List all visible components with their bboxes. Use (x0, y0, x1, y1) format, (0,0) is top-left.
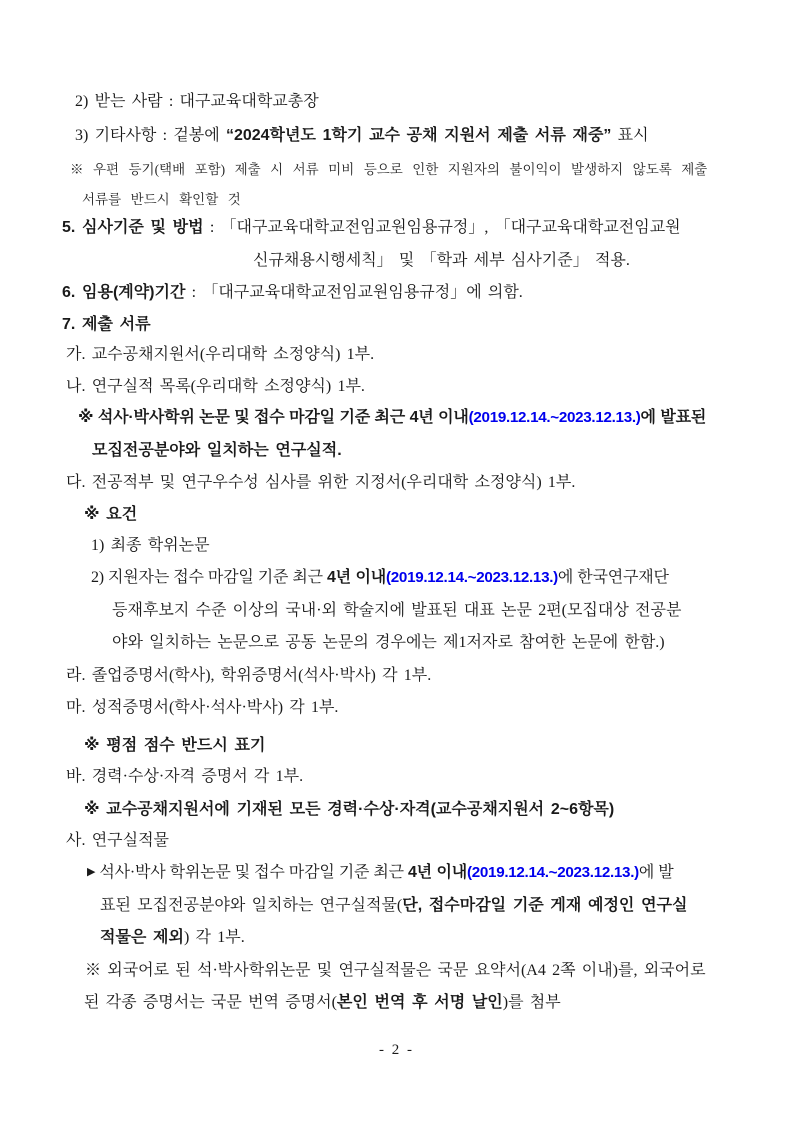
sa-bullet-line-1 (87, 863, 674, 883)
item7-da-seg-0: 다. 전공적부 및 연구우수성 심사를 위한 지정서(우리대학 소정양식) 1부. (66, 474, 576, 491)
envelope-note-line-seg-0: 3) 기타사항 : 겉봉에 (75, 127, 226, 144)
ma-note (84, 736, 265, 756)
sa-bullet-line-1-seg-0: ▶ (87, 866, 96, 878)
na-note-line-1-seg-1: (2019.12.14.~2023.12.13.) (468, 409, 641, 426)
foreign-note-line-2 (84, 993, 561, 1013)
sa-bullet-line-2-seg-0: 표된 모집전공분야와 일치하는 연구실적물( (100, 897, 403, 914)
envelope-note-line-seg-1: “2024학년도 1학기 교수 공채 지원서 제출 서류 재중” (225, 127, 612, 144)
da-note-1-seg-0: 1) 최종 학위논문 (91, 537, 210, 554)
item7-ma-seg-0: 마. 성적증명서(학사·석사·박사) 각 1부. (66, 699, 339, 716)
item7-ba (66, 767, 303, 787)
na-note-line-1-seg-0: ※ 석사·박사학위 논문 및 접수 마감일 기준 최근 4년 이내 (78, 409, 469, 426)
item5-line-1-seg-1: : 「대구교육대학교전임교원임용규정」, 「대구교육대학교전임교원 (203, 219, 681, 236)
item7-ra (66, 666, 431, 686)
item7-ga-seg-0: 가. 교수공채지원서(우리대학 소정양식) 1부. (66, 346, 375, 363)
da-note-2-line-3-seg-0: 야와 일치하는 논문으로 공동 논문의 경우에는 제1저자로 참여한 논문에 한함.) (112, 634, 665, 651)
item7-da (66, 473, 575, 493)
item7-heading (62, 315, 151, 335)
sa-bullet-line-3-seg-1: ) 각 1부. (183, 929, 245, 946)
item7-ba-seg-0: 바. 경력·수상·자격 증명서 각 1부. (66, 768, 304, 785)
postal-warning-line-1-seg-0: ※ 우편 등기(택배 포함) 제출 시 서류 미비 등으로 인한 지원자의 불이익이 발생하지 않도록 제출 (70, 162, 708, 177)
na-note-line-2-seg-0: 모집전공분야와 일치하는 연구실적. (92, 442, 342, 459)
sa-bullet-line-3 (100, 928, 245, 948)
sa-bullet-line-2-seg-1: 단, 접수마감일 기준 게재 예정인 연구실 (402, 897, 688, 914)
da-note-2-line-1-seg-2: (2019.12.14.~2023.12.13.) (386, 569, 558, 586)
na-note-line-1-seg-2: 에 발표된 (640, 409, 707, 426)
item7-sa-seg-0: 사. 연구실적물 (66, 832, 169, 849)
item5-line-2-seg-0: 신규채용시행세칙」 및 「학과 세부 심사기준」 적용. (253, 252, 630, 269)
item5-line-1 (62, 218, 681, 238)
item5-line-2 (253, 251, 630, 271)
da-note-2-line-3 (112, 633, 665, 653)
da-note-2-line-1 (91, 568, 669, 588)
item7-na (66, 377, 365, 397)
foreign-note-line-1 (85, 961, 706, 981)
ba-note (84, 800, 614, 820)
da-note-2-line-1-seg-1: 4년 이내 (326, 569, 387, 586)
postal-warning-line-1 (70, 162, 707, 179)
foreign-note-line-2-seg-0: 된 각종 증명서는 국문 번역 증명서( (84, 994, 337, 1011)
sa-bullet-line-1-seg-2: 4년 이내 (407, 864, 468, 881)
envelope-note-line-seg-2: 표시 (611, 127, 649, 144)
item5-line-1-seg-0: 5. 심사기준 및 방법 (62, 219, 204, 236)
item7-heading-seg-0: 7. 제출 서류 (62, 316, 151, 333)
na-note-line-1 (78, 408, 706, 428)
item6-line (62, 283, 523, 303)
sa-bullet-line-1-seg-4: 에 발 (638, 864, 674, 881)
item7-na-seg-0: 나. 연구실적 목록(우리대학 소정양식) 1부. (66, 378, 365, 395)
da-note-2-line-2-seg-0: 등재후보지 수준 이상의 국내·외 학술지에 발표된 대표 논문 2편(모집대상 전공분 (112, 602, 682, 619)
foreign-note-line-2-seg-1: 본인 번역 후 서명 날인 (336, 994, 503, 1011)
item7-ma (66, 698, 338, 718)
envelope-note-line (75, 126, 649, 146)
ma-note-seg-0: ※ 평점 점수 반드시 표기 (84, 737, 266, 754)
sa-bullet-line-1-seg-3: (2019.12.14.~2023.12.13.) (467, 864, 639, 881)
na-note-line-2 (92, 441, 342, 461)
item6-line-seg-0: 6. 임용(계약)기간 (62, 284, 186, 301)
page-number: - 2 - (379, 1042, 414, 1058)
foreign-note-line-2-seg-2: )를 첨부 (502, 994, 561, 1011)
foreign-note-line-1-seg-0: ※ 외국어로 된 석·박사학위논문 및 연구실적물은 국문 요약서(A4 2쪽 이내)를, 외국어로 (85, 962, 706, 979)
postal-warning-line-2-seg-0: 서류를 반드시 확인할 것 (82, 192, 241, 207)
recipient-line (75, 92, 319, 112)
da-note-2-line-1-seg-3: 에 한국연구재단 (557, 569, 669, 586)
sa-bullet-line-2 (100, 896, 687, 916)
item6-line-seg-1: : 「대구교육대학교전임교원임용규정」에 의함. (185, 284, 523, 301)
da-note-2-line-2 (112, 601, 681, 621)
recipient-line-seg-0: 2) 받는 사람 : 대구교육대학교총장 (75, 93, 319, 110)
da-note-2-line-1-seg-0: 2) 지원자는 접수 마감일 기준 최근 (91, 569, 327, 586)
item7-ga (66, 345, 374, 365)
ba-note-seg-0: ※ 교수공채지원서에 기재된 모든 경력·수상·자격(교수공채지원서 2~6항목) (84, 801, 615, 818)
postal-warning-line-2 (82, 192, 241, 209)
sa-bullet-line-3-seg-0: 적물은 제외 (100, 929, 184, 946)
da-note-heading-seg-0: ※ 요건 (84, 506, 138, 523)
item7-sa (66, 831, 169, 851)
item7-ra-seg-0: 라. 졸업증명서(학사), 학위증명서(석사·박사) 각 1부. (66, 667, 432, 684)
sa-bullet-line-1-seg-1: 석사·박사 학위논문 및 접수 마감일 기준 최근 (95, 864, 408, 881)
da-note-1 (91, 536, 210, 556)
da-note-heading (84, 505, 137, 525)
